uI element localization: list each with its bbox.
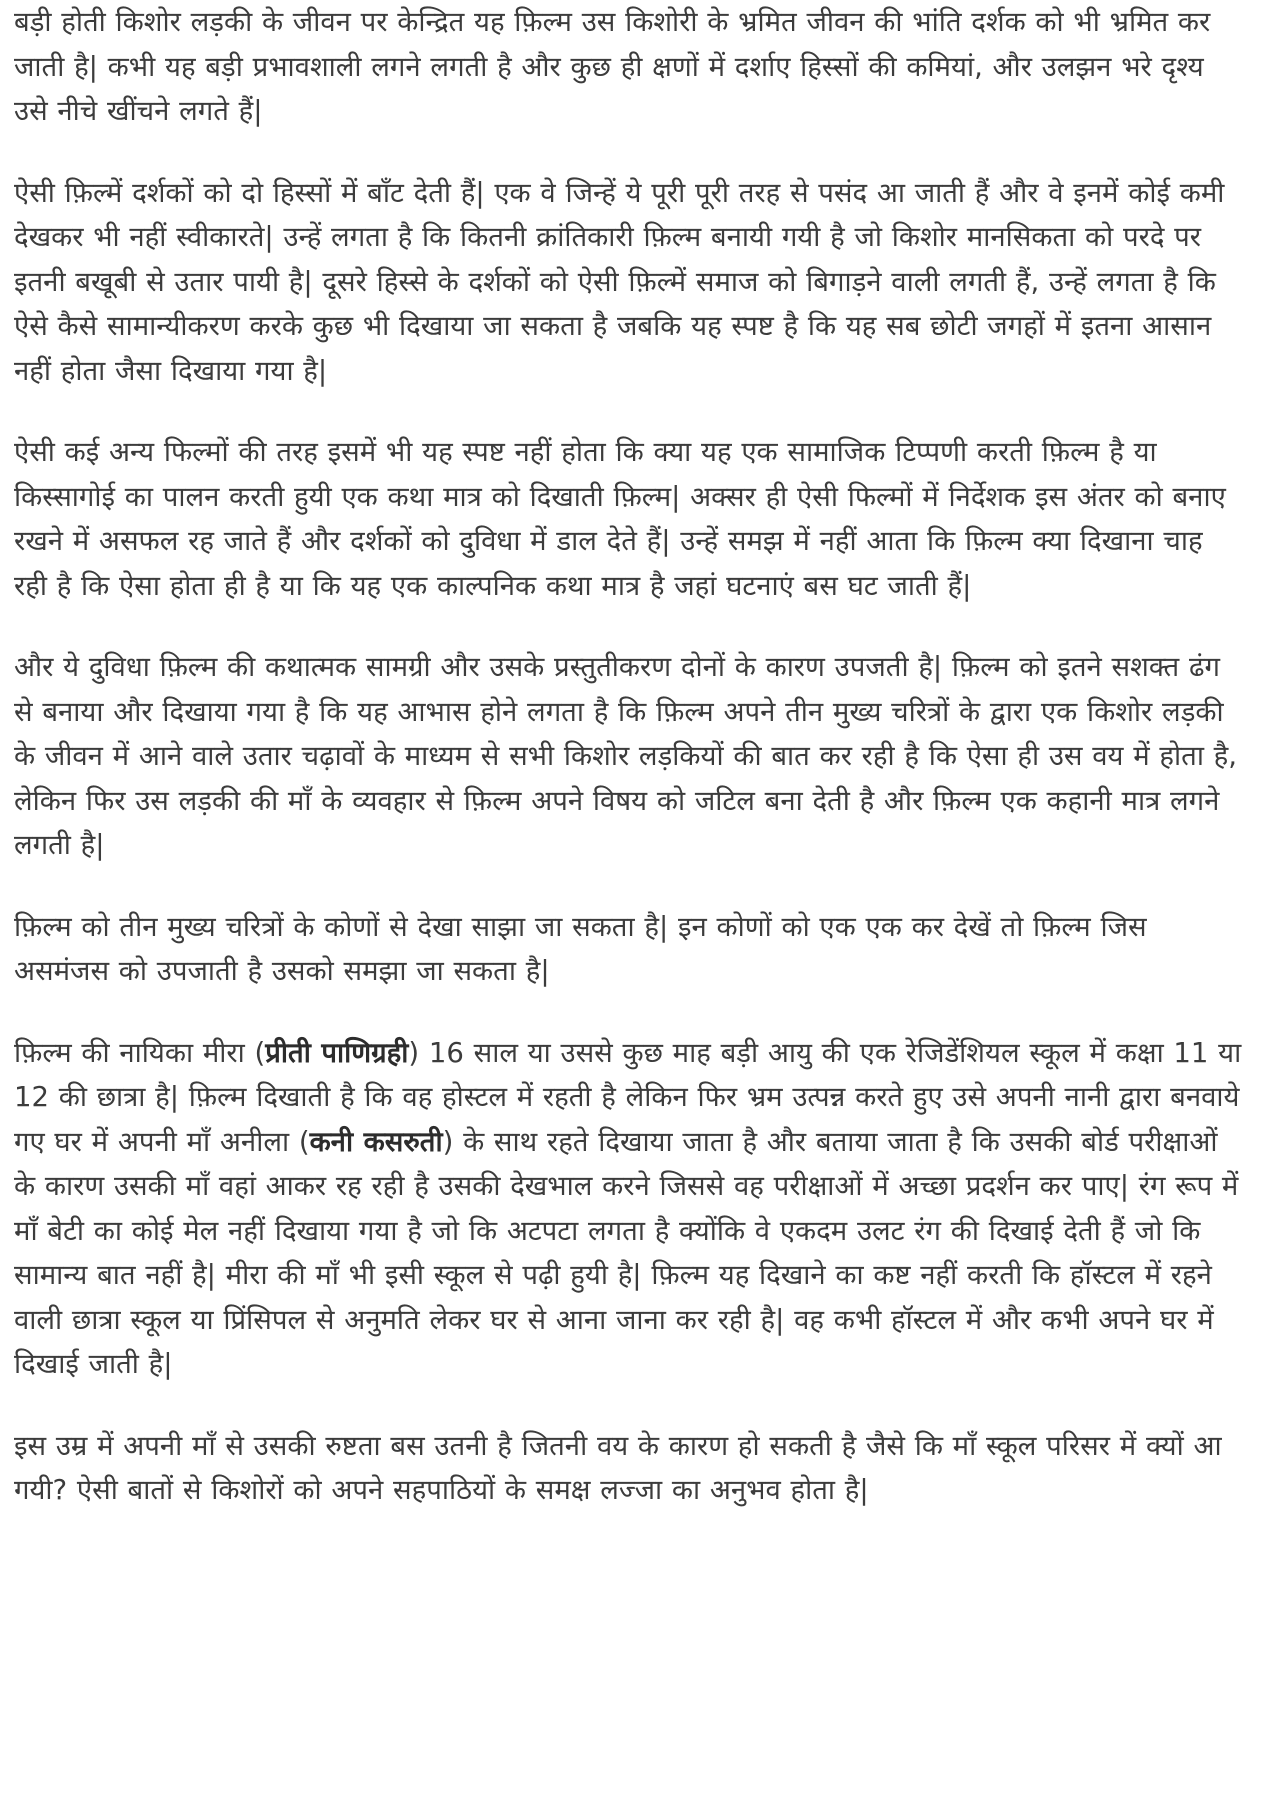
paragraph-6 [14,1031,1242,1387]
article-body [14,0,1242,1513]
actor-name-kani: कनी कसरुती [309,1125,443,1158]
actor-name-preeti: प्रीती पाणिग्रही [265,1036,409,1069]
paragraph-6-text-2: ) 16 साल या उससे कुछ माह बड़ी आयु की एक रेजिडेंशियल स्कूल में कक्षा 11 या 12 की छात्रा है| फ़िल्म दिखाती है कि वह होस्टल में रहती है लेकिन फिर भ्रम उत्पन्न करते हुए उसे अपनी नानी द्वारा बनवाये गए घर में अपनी माँ अनीला ( [14,1036,1242,1158]
paragraph-2: ऐसी फ़िल्में दर्शकों को दो हिस्सों में बाँट देती हैं| एक वे जिन्हें ये पूरी पूरी तरह से पसंद आ जाती हैं और वे इनमें कोई कमी देखकर भी नहीं स्वीकारते| उन्हें लगता है कि कितनी क्रांतिकारी फ़िल्म बनायी गयी है जो किशोर मानसिकता को परदे पर इतनी बखूबी से उतार पायी है| दूसरे हिस्से के दर्शकों को ऐसी फ़िल्में समाज को बिगाड़ने वाली लगती हैं, उन्हें लगता है कि ऐसे कैसे सामान्यीकरण करके कुछ भी दिखाया जा सकता है जबकि यह स्पष्ट है कि यह सब छोटी जगहों में इतना आसान नहीं होता जैसा दिखाया गया है| [14,176,1225,387]
paragraph-3: ऐसी कई अन्य फिल्मों की तरह इसमें भी यह स्पष्ट नहीं होता कि क्या यह एक सामाजिक टिप्पणी करती फ़िल्म है या किस्सागोई का पालन करती हुयी एक कथा मात्र को दिखाती फ़िल्म| अक्सर ही ऐसी फिल्मों में निर्देशक इस अंतर को बनाए रखने में असफल रह जाते हैं और दर्शकों को दुविधा में डाल देते हैं| उन्हें समझ में नहीं आता कि फ़िल्म क्या दिखाना चाह रही है कि ऐसा होता ही है या कि यह एक काल्पनिक कथा मात्र है जहां घटनाएं बस घट जाती हैं| [14,436,1226,602]
paragraph-6-text-3: ) के साथ रहते दिखाया जाता है और बताया जाता है कि उसकी बोर्ड परीक्षाओं के कारण उसकी माँ वहां आकर रह रही है उसकी देखभाल करने जिससे वह परीक्षाओं में अच्छा प्रदर्शन कर पाए| रंग रूप में माँ बेटी का कोई मेल नहीं दिखाया गया है जो कि अटपटा लगता है क्योंकि वे एकदम उलट रंग की दिखाई देती हैं जो कि सामान्य बात नहीं है| मीरा की माँ भी इसी स्कूल से पढ़ी हुयी है| फ़िल्म यह दिखाने का कष्ट नहीं करती कि हॉस्टल में रहने वाली छात्रा स्कूल या प्रिंसिपल से अनुमति लेकर घर से आना जाना कर रही है| वह कभी हॉस्टल में और कभी अपने घर में दिखाई जाती है| [14,1125,1239,1380]
paragraph-1: बड़ी होती किशोर लड़की के जीवन पर केन्द्रित यह फ़िल्म उस किशोरी के भ्रमित जीवन की भांति दर्शक को भी भ्रमित कर जाती है| कभी यह बड़ी प्रभावशाली लगने लगती है और कुछ ही क्षणों में दर्शाए हिस्सों की कमियां, और उलझन भरे दृश्य उसे नीचे खींचने लगते हैं| [14,6,1211,127]
paragraph-7: इस उम्र में अपनी माँ से उसकी रुष्टता बस उतनी है जितनी वय के कारण हो सकती है जैसे कि माँ स्कूल परिसर में क्यों आ गयी? ऐसी बातों से किशोरों को अपने सहपाठियों के समक्ष लज्जा का अनुभव होता है| [14,1429,1222,1506]
paragraph-4: और ये दुविधा फ़िल्म की कथात्मक सामग्री और उसके प्रस्तुतीकरण दोनों के कारण उपजती है| फ़िल्म को इतने सशक्त ढंग से बनाया और दिखाया गया है कि यह आभास होने लगता है कि फ़िल्म अपने तीन मुख्य चरित्रों के द्वारा एक किशोर लड़की के जीवन में आने वाले उतार चढ़ावों के माध्यम से सभी किशोर लड़कियों की बात कर रही है कि ऐसा ही उस वय में होता है, लेकिन फिर उस लड़की की माँ के व्यवहार से फ़िल्म अपने विषय को जटिल बना देती है और फ़िल्म एक कहानी मात्र लगने लगती है| [14,651,1238,861]
paragraph-6-text-1: फ़िल्म की नायिका मीरा ( [14,1036,266,1069]
paragraph-5: फ़िल्म को तीन मुख्य चरित्रों के कोणों से देखा साझा जा सकता है| इन कोणों को एक एक कर देखें तो फ़िल्म जिस असमंजस को उपजाती है उसको समझा जा सकता है| [14,910,1147,987]
